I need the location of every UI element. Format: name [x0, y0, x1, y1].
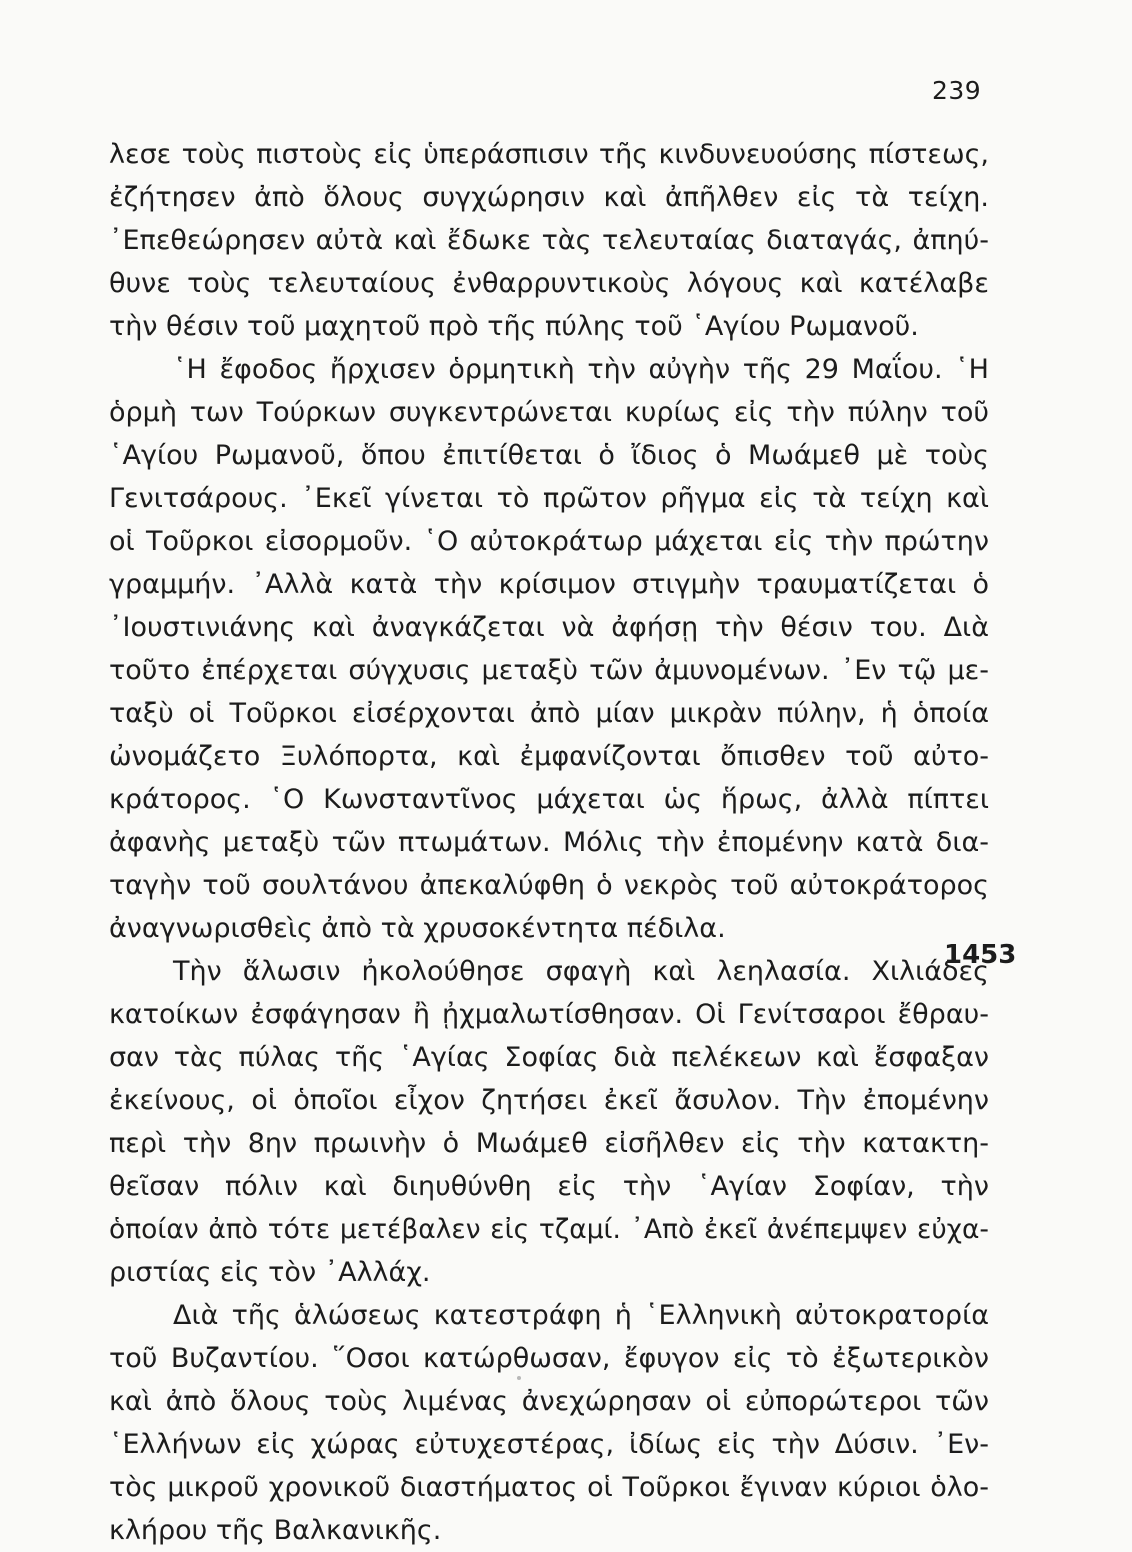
body-text: [109, 133, 989, 1552]
text-line: τὴν θέσιν τοῦ μαχητοῦ πρὸ τῆς πύλης τοῦ ῾Αγίου Ρωμανοῦ.: [109, 311, 919, 342]
text-line: ῾Η ἔφοδος ἤρχισεν ὁρμητικὴ τὴν αὐγὴν τῆς 29 Μαΐου. ῾Η: [173, 354, 989, 385]
text-line: λεσε τοὺς πιστοὺς εἰς ὑπεράσπισιν τῆς κινδυνευούσης πίστεως,: [109, 139, 989, 170]
text-line: ῾Ελλήνων εἰς χώρας εὐτυχεστέρας, ἰδίως εἰς τὴν Δύσιν. ᾿Εν-: [109, 1429, 989, 1460]
text-line: ὠνομάζετο Ξυλόπορτα, καὶ ἐμφανίζονται ὄπισθεν τοῦ αὐτο-: [109, 741, 989, 772]
text-line: κλήρου τῆς Βαλκανικῆς.: [109, 1515, 442, 1546]
text-line: Διὰ τῆς ἁλώσεως κατεστράφη ἡ ῾Ελληνικὴ αὐτοκρατορία: [173, 1300, 989, 1331]
text-line: ταγὴν τοῦ σουλτάνου ἀπεκαλύφθη ὁ νεκρὸς τοῦ αὐτοκράτορος: [109, 870, 989, 901]
text-line: καὶ ἀπὸ ὅλους τοὺς λιμένας ἀνεχώρησαν οἱ εὐπορώτεροι τῶν: [109, 1386, 989, 1417]
margin-year-note: 1453: [944, 940, 1017, 970]
text-line: ἀναγνωρισθεὶς ἀπὸ τὰ χρυσοκέντητα πέδιλα.: [109, 913, 726, 944]
text-line: κατοίκων ἐσφάγησαν ἢ ᾐχμαλωτίσθησαν. Οἱ Γενίτσαροι ἔθραυ-: [109, 999, 989, 1030]
text-line: οἱ Τοῦρκοι εἰσορμοῦν. ῾Ο αὐτοκράτωρ μάχεται εἰς τὴν πρώτην: [109, 526, 989, 557]
paper-speck: [517, 1376, 521, 1380]
text-line: γραμμήν. ᾿Αλλὰ κατὰ τὴν κρίσιμον στιγμὴν τραυματίζεται ὁ: [109, 569, 989, 600]
text-line: Γενιτσάρους. ᾿Εκεῖ γίνεται τὸ πρῶτον ρῆγμα εἰς τὰ τείχη καὶ: [109, 483, 989, 514]
text-line: ᾿Επεθεώρησεν αὐτὰ καὶ ἔδωκε τὰς τελευταίας διαταγάς, ἀπηύ-: [109, 225, 989, 256]
text-line: σαν τὰς πύλας τῆς ῾Αγίας Σοφίας διὰ πελέκεων καὶ ἔσφαξαν: [109, 1042, 989, 1073]
text-line: Τὴν ἅλωσιν ἠκολούθησε σφαγὴ καὶ λεηλασία. Χιλιάδες: [173, 956, 989, 987]
text-line: τοῦτο ἐπέρχεται σύγχυσις μεταξὺ τῶν ἀμυνομένων. ᾿Εν τῷ με-: [109, 655, 989, 686]
text-line: ἐζήτησεν ἀπὸ ὅλους συγχώρησιν καὶ ἀπῆλθεν εἰς τὰ τείχη.: [109, 182, 989, 213]
text-line: κράτορος. ῾Ο Κωνσταντῖνος μάχεται ὡς ἥρως, ἀλλὰ πίπτει: [109, 784, 989, 815]
text-line: τὸς μικροῦ χρονικοῦ διαστήματος οἱ Τοῦρκοι ἔγιναν κύριοι ὁλο-: [109, 1472, 989, 1503]
text-line: τοῦ Βυζαντίου. ῞Οσοι κατώρθωσαν, ἔφυγον εἰς τὸ ἐξωτερικὸν: [109, 1343, 989, 1374]
text-line: ταξὺ οἱ Τοῦρκοι εἰσέρχονται ἀπὸ μίαν μικρὰν πύλην, ἡ ὁποία: [109, 698, 989, 729]
text-line: ριστίας εἰς τὸν ᾿Αλλάχ.: [109, 1257, 431, 1288]
text-line: ὁρμὴ των Τούρκων συγκεντρώνεται κυρίως εἰς τὴν πύλην τοῦ: [109, 397, 989, 428]
text-line: ῾Αγίου Ρωμανοῦ, ὅπου ἐπιτίθεται ὁ ἴδιος ὁ Μωάμεθ μὲ τοὺς: [109, 440, 989, 471]
page-number: 239: [932, 76, 982, 105]
text-line: περὶ τὴν 8ην πρωινὴν ὁ Μωάμεθ εἰσῆλθεν εἰς τὴν κατακτη-: [109, 1128, 989, 1159]
text-line: θυνε τοὺς τελευταίους ἐνθαρρυντικοὺς λόγους καὶ κατέλαβε: [109, 268, 989, 299]
text-line: ὁποίαν ἀπὸ τότε μετέβαλεν εἰς τζαμί. ᾿Απὸ ἐκεῖ ἀνέπεμψεν εὐχα-: [109, 1214, 989, 1245]
text-line: ἐκείνους, οἱ ὁποῖοι εἶχον ζητήσει ἐκεῖ ἄσυλον. Τὴν ἐπομένην: [109, 1085, 989, 1116]
text-line: ᾿Ιουστινιάνης καὶ ἀναγκάζεται νὰ ἀφήσῃ τὴν θέσιν του. Διὰ: [109, 612, 989, 643]
text-line: θεῖσαν πόλιν καὶ διηυθύνθη εἰς τὴν ῾Αγίαν Σοφίαν, τὴν: [109, 1171, 989, 1202]
text-line: ἀφανὴς μεταξὺ τῶν πτωμάτων. Μόλις τὴν ἐπομένην κατὰ δια-: [109, 827, 989, 858]
